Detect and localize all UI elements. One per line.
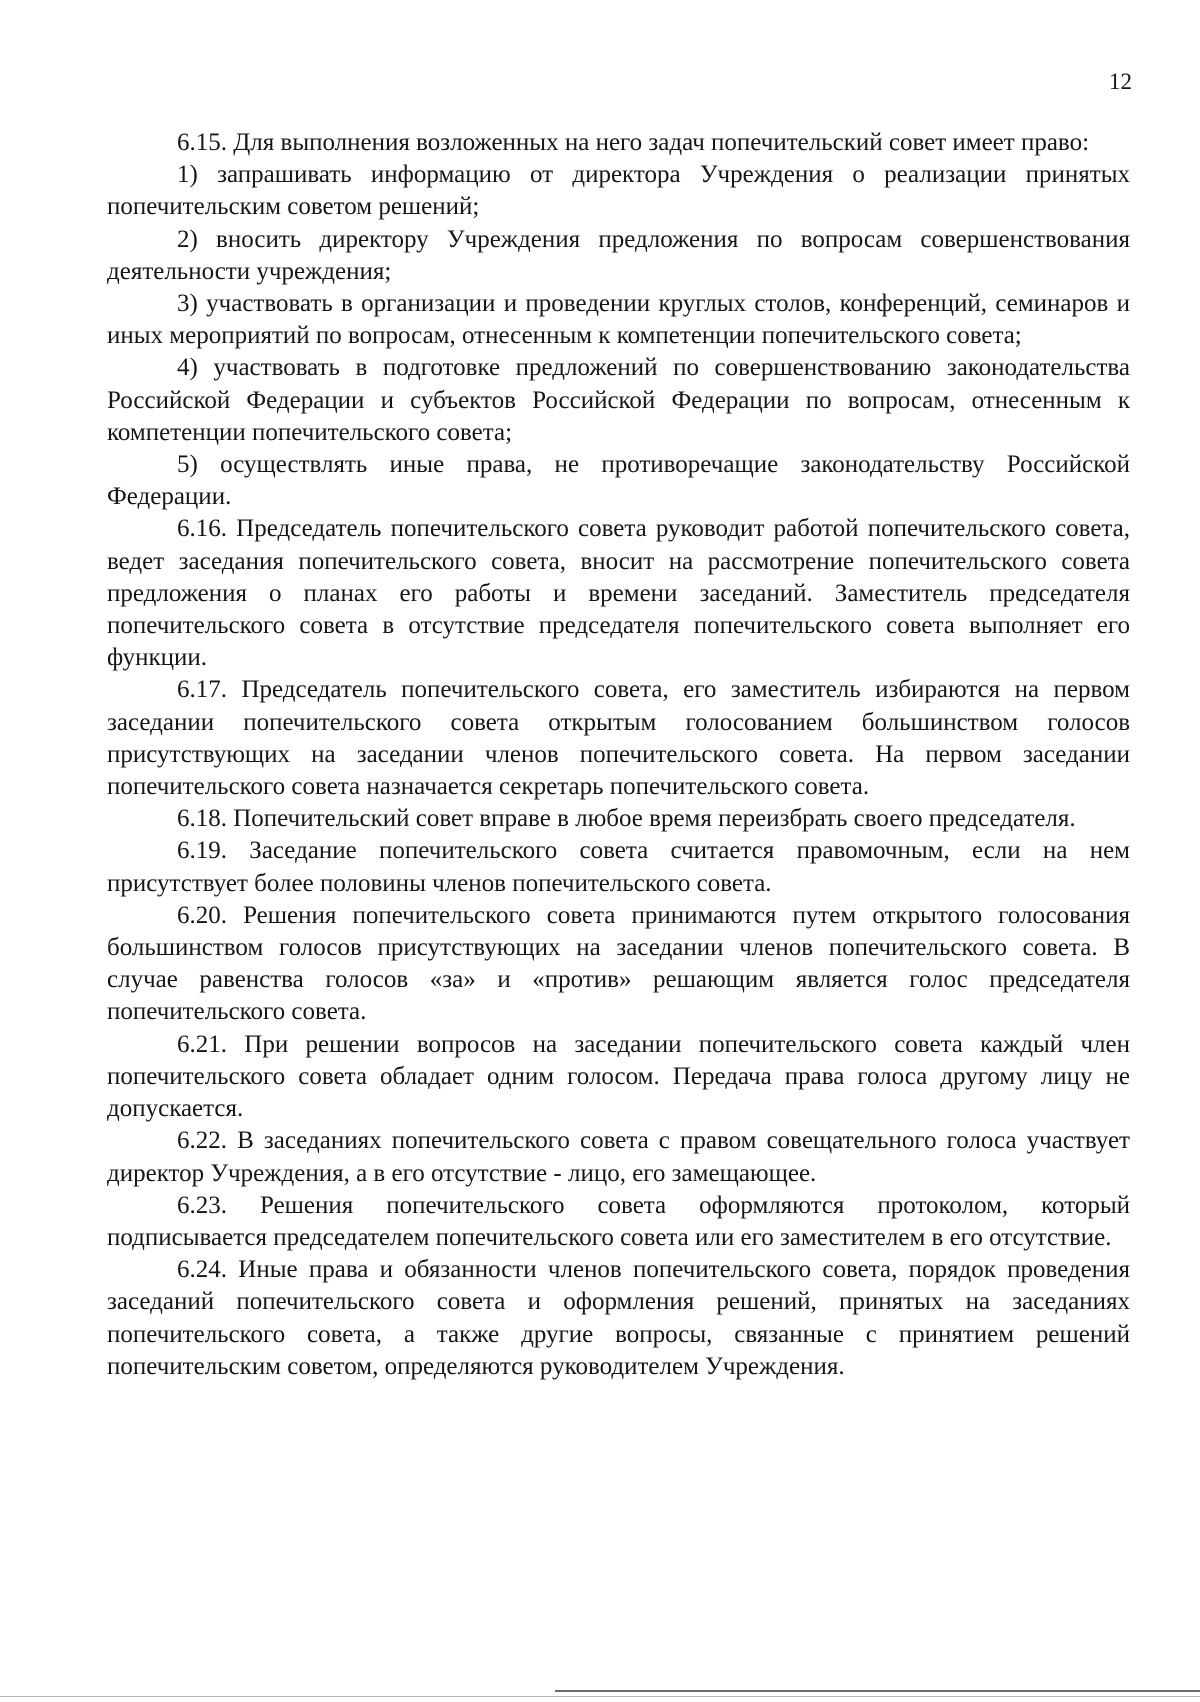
list-item-2: 2) вносить директору Учреждения предложения по вопросам совершенствования деятельности учреждения; bbox=[107, 225, 1130, 285]
scan-edge-line-lower bbox=[0, 1696, 1200, 1697]
paragraph-6-15: 6.15. Для выполнения возложенных на него задач попечительский совет имеет право: bbox=[177, 129, 1090, 156]
page-number: 12 bbox=[1109, 69, 1132, 94]
scan-edge-line bbox=[555, 1690, 1200, 1692]
document-body bbox=[107, 127, 1130, 1383]
list-item-4: 4) участвовать в подготовке предложений по совершенствованию законодательства Российской Федерации и субъектов Российской Федерации по вопросам, отнесенным к компетенции попечительского совета; bbox=[107, 354, 1130, 446]
paragraph-6-17: 6.17. Председатель попечительского совета, его заместитель избираются на первом заседании попечительского совета открытым голосованием большинством голосов присутствующих на заседании членов попечительского совета. На первом заседании попечительского совета назначается секретарь попечительского совета. bbox=[107, 676, 1130, 801]
paragraph-6-21: 6.21. При решении вопросов на заседании попечительского совета каждый член попечительского совета обладает одним голосом. Передача права голоса другому лицу не допускается. bbox=[107, 1030, 1130, 1123]
paragraph-6-16: 6.16. Председатель попечительского совета руководит работой попечительского совета, ведет заседания попечительского совета, вносит на рассмотрение попечительского совета предложения о планах его работы и времени заседаний. Заместитель председателя попечительского совета в отсутствие председателя попечительского совета выполняет его функции. bbox=[107, 515, 1130, 672]
paragraph-6-23: 6.23. Решения попечительского совета оформляются протоколом, который подписывается председателем попечительского совета или его заместителем в его отсутствие. bbox=[107, 1191, 1130, 1251]
list-item-3: 3) участвовать в организации и проведении круглых столов, конференций, семинаров и иных мероприятий по вопросам, отнесенным к компетенции попечительского совета; bbox=[107, 290, 1130, 350]
paragraph-6-24: 6.24. Иные права и обязанности членов попечительского совета, порядок проведения заседаний попечительского совета и оформления решений, принятых на заседаниях попечительского совета, а также другие вопросы, связанные с принятием решений попечительским советом, определяются руководителем Учреждения. bbox=[107, 1256, 1130, 1380]
list-item-1: 1) запрашивать информацию от директора Учреждения о реализации принятых попечительским советом решений; bbox=[107, 161, 1130, 221]
paragraph-6-18: 6.18. Попечительский совет вправе в любое время переизбрать своего председателя. bbox=[177, 805, 1076, 833]
list-item-5: 5) осуществлять иные права, не противоречащие законодательству Российской Федерации. bbox=[107, 451, 1130, 511]
paragraph-6-20: 6.20. Решения попечительского совета принимаются путем открытого голосования большинством голосов присутствующих на заседании членов попечительского совета. В случае равенства голосов «за» и «против» решающим является голос председателя попечительского совета. bbox=[107, 901, 1130, 1026]
paragraph-6-19: 6.19. Заседание попечительского совета считается правомочным, если на нем присутствует более половины членов попечительского совета. bbox=[107, 837, 1130, 897]
paragraph-6-22: 6.22. В заседаниях попечительского совета с правом совещательного голоса участвует директор Учреждения, а в его отсутствие - лицо, его замещающее. bbox=[107, 1127, 1130, 1187]
